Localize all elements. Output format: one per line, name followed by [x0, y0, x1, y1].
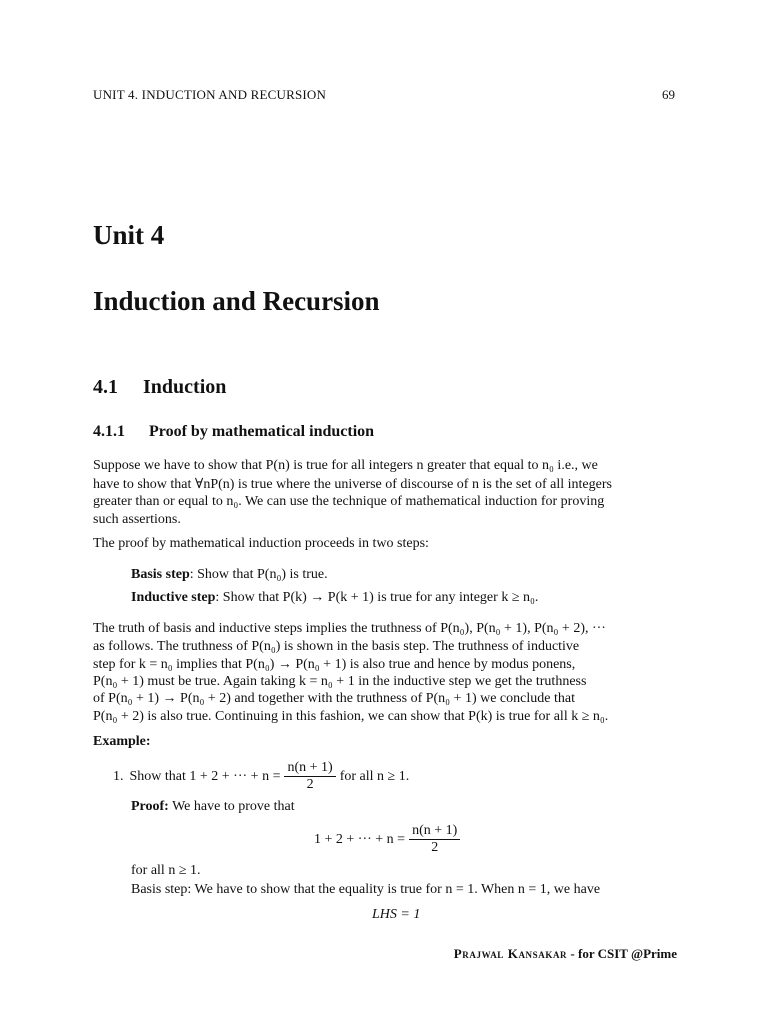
basis-step-label: Basis step	[131, 567, 190, 582]
basis-step-text: : Show that P(n₀) is true.	[189, 567, 328, 582]
subsection-heading	[93, 423, 374, 441]
for-all-line: for all n ≥ 1.	[131, 863, 201, 878]
lhs-equation: LHS = 1	[372, 907, 421, 922]
display-equation	[314, 823, 460, 856]
example-label	[93, 734, 151, 750]
paragraph-1-line-3: greater than or equal to n₀. We can use the technique of mathematical induction for proving	[93, 494, 605, 509]
page-number: 69	[662, 87, 675, 102]
section-title: Induction	[143, 376, 227, 398]
display-equation-lhs: 1 + 2 + ··· + n =	[314, 831, 406, 847]
paragraph-2: The proof by mathematical induction proceeds in two steps:	[93, 536, 429, 551]
inductive-step-label: Inductive step	[131, 590, 216, 605]
inductive-step	[131, 590, 538, 606]
example-item-1	[113, 760, 409, 793]
item-fraction	[284, 760, 335, 793]
display-fraction	[409, 823, 460, 856]
display-fraction-denominator: 2	[431, 840, 439, 855]
item-statement-post: for all n ≥ 1.	[339, 768, 410, 784]
inductive-step-text: : Show that P(k) → P(k + 1) is true for any integer k ≥ n₀.	[215, 590, 539, 605]
item-number: 1.	[113, 768, 124, 784]
item-fraction-denominator: 2	[306, 777, 314, 792]
example-label-text: Example:	[93, 734, 151, 749]
paragraph-3-line-3: step for k = n₀ implies that P(n₀) → P(n₀ + 1) is also true and hence by modus ponens,	[93, 657, 576, 672]
paragraph-3-line-2: as follows. The truthness of P(n₀) is shown in the basis step. The truthness of inductive	[93, 639, 580, 654]
chapter-title: Induction and Recursion	[93, 286, 380, 316]
proof-line	[131, 799, 295, 815]
paragraph-3-line-6: P(n₀ + 2) is also true. Continuing in this fashion, we can show that P(k) is true for all k ≥ n₀.	[93, 709, 609, 724]
display-fraction-numerator: n(n + 1)	[409, 823, 460, 840]
page-footer	[454, 946, 677, 962]
paragraph-3-line-5: of P(n₀ + 1) → P(n₀ + 2) and together with the truthness of P(n₀ + 1) we conclude that	[93, 691, 575, 706]
subsection-title: Proof by mathematical induction	[149, 423, 375, 440]
subsection-number: 4.1.1	[93, 423, 125, 440]
basis-step-line: Basis step: We have to show that the equality is true for n = 1. When n = 1, we have	[131, 882, 601, 897]
footer-rest: - for CSIT @Prime	[567, 946, 677, 961]
paragraph-3-line-4: P(n₀ + 1) must be true. Again taking k = n₀ + 1 in the inductive step we get the truthness	[93, 674, 587, 689]
paragraph-1-line-2: have to show that ∀nP(n) is true where the universe of discourse of n is the set of all integers	[93, 477, 612, 492]
proof-label: Proof:	[131, 799, 169, 814]
paragraph-3-line-1: The truth of basis and inductive steps implies the truthness of P(n₀), P(n₀ + 1), P(n₀ + 2), ···	[93, 621, 606, 636]
proof-text: We have to prove that	[168, 799, 295, 814]
section-heading	[93, 376, 226, 399]
paragraph-1-line-4: such assertions.	[93, 512, 181, 527]
unit-label: Unit 4	[93, 220, 165, 250]
footer-author: Prajwal Kansakar	[453, 946, 568, 961]
paragraph-1-line-1: Suppose we have to show that P(n) is true for all integers n greater that equal to n₀ i.e., we	[93, 458, 598, 473]
basis-step	[131, 567, 328, 583]
running-header: UNIT 4. INDUCTION AND RECURSION	[93, 87, 327, 102]
item-statement-pre: Show that 1 + 2 + ··· + n =	[129, 768, 281, 784]
section-number: 4.1	[93, 376, 118, 398]
item-fraction-numerator: n(n + 1)	[284, 760, 335, 777]
